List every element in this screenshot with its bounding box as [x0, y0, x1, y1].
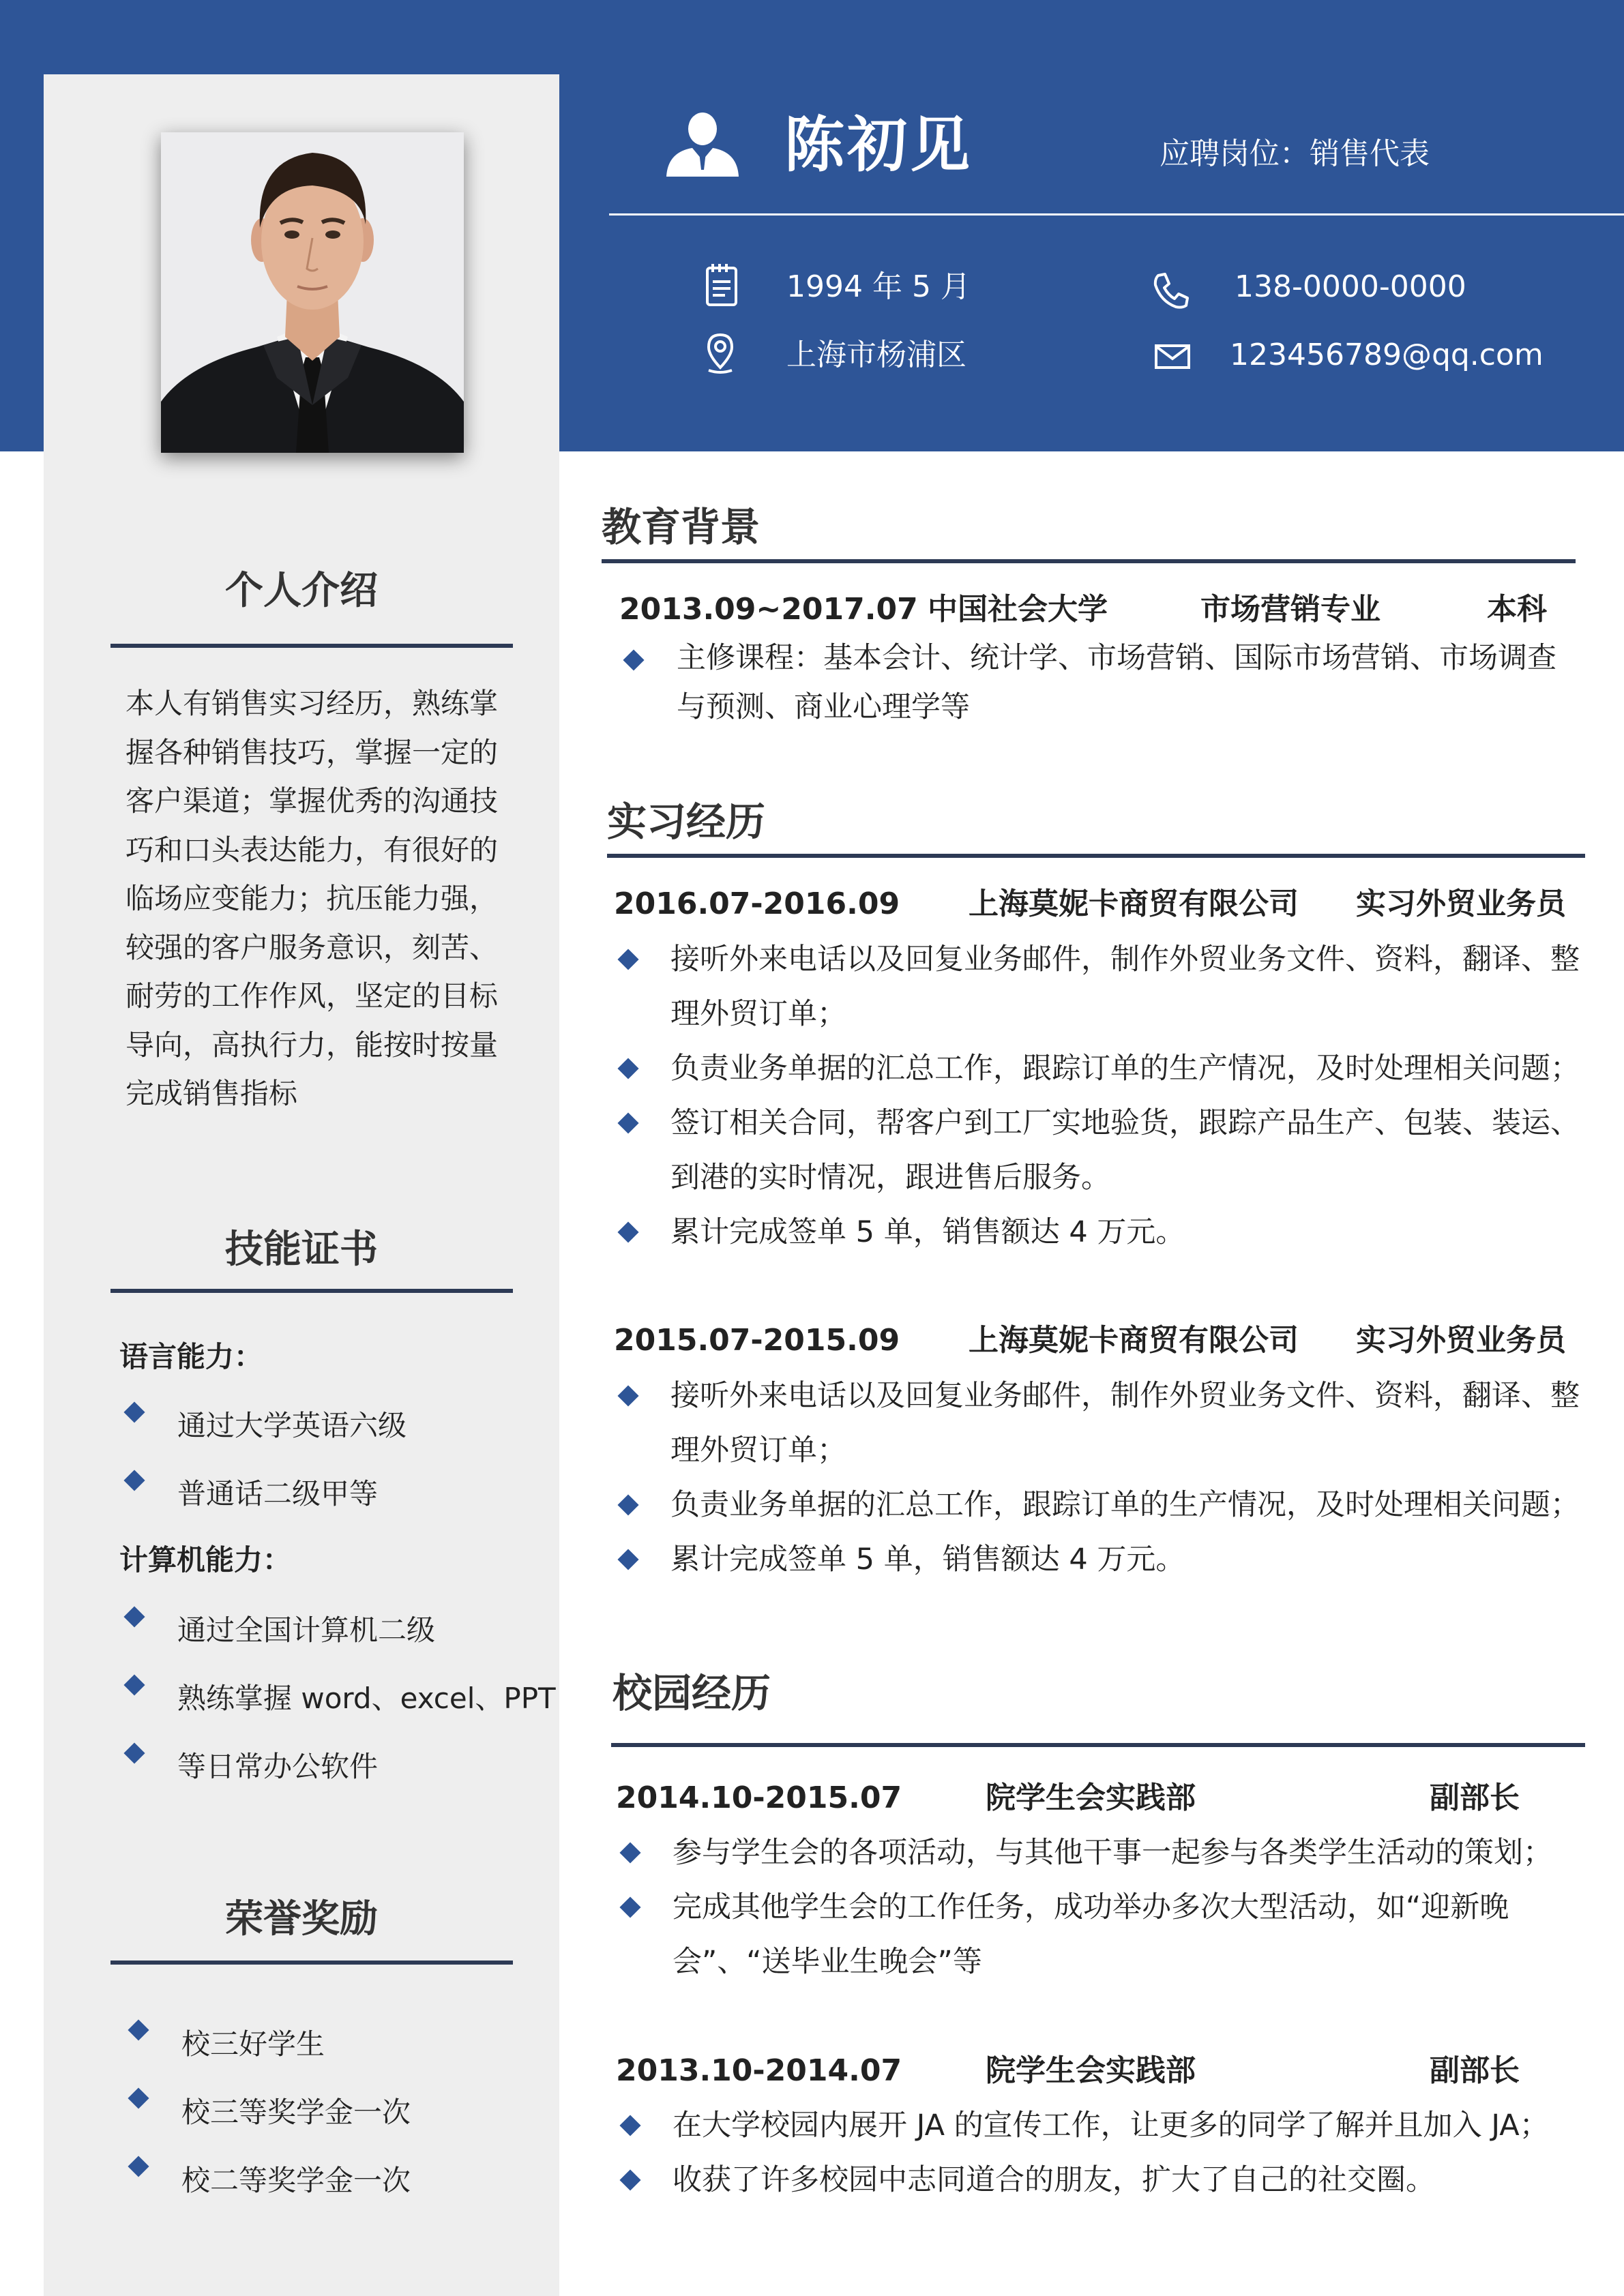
computer-label: 计算机能力： — [119, 1543, 292, 1577]
email-address: 123456789@qq.com — [1230, 338, 1544, 372]
diamond-bullet-icon — [617, 1494, 638, 1515]
internship-duty: 签订相关合同，帮客户到工厂实地验货，跟踪产品生产、包装、装运、到港的实时情况，跟进售后服务。 — [670, 1106, 1580, 1195]
internship-duty: 接听外来电话以及回复业务邮件，制作外贸业务文件、资料，翻译、整理外贸订单； — [670, 942, 1580, 1031]
location-pin-icon — [705, 332, 736, 374]
campus-activity: 完成其他学生会的工作任务，成功举办多次大型活动，如“迎新晚会”、“送毕业生晚会”等 — [673, 1890, 1509, 1979]
campus-period: 2014.10-2015.07 — [616, 1780, 902, 1815]
diamond-bullet-icon — [617, 949, 638, 970]
diamond-bullet-icon — [617, 1549, 638, 1570]
header-divider — [609, 213, 1624, 215]
campus-title: 校园经历 — [612, 1670, 771, 1716]
campus-period: 2013.10-2014.07 — [616, 2053, 902, 2088]
birth-date: 1994 年 5 月 — [786, 269, 971, 304]
internship-period: 2015.07-2015.09 — [614, 1323, 900, 1358]
intro-text: 本人有销售实习经历，熟练掌握各种销售技巧，掌握一定的客户渠道；掌握优秀的沟通技巧和口头表达能力，有很好的临场应变能力；抗压能力强，较强的客户服务意识，刻苦、耐劳的工作作风，坚定的目标导向，高执行力，能按时按量完成销售指标 — [126, 687, 499, 1110]
education-period: 2013.09~2017.07 — [619, 592, 918, 627]
person-icon — [665, 113, 740, 177]
diamond-bullet-icon — [619, 1842, 640, 1863]
campus-activity: 参与学生会的各项活动，与其他干事一起参与各类学生活动的策划； — [673, 1836, 1552, 1870]
location: 上海市杨浦区 — [786, 338, 966, 372]
internship-duty: 负责业务单据的汇总工作，跟踪订单的生产情况，及时处理相关问题； — [670, 1488, 1580, 1522]
diamond-bullet-icon — [619, 2169, 640, 2190]
job-target: 应聘岗位：销售代表 — [1160, 136, 1430, 171]
honors-title: 荣誉奖励 — [225, 1897, 378, 1941]
internship-duty: 接听外来电话以及回复业务邮件，制作外贸业务文件、资料，翻译、整理外贸订单； — [670, 1379, 1580, 1467]
diamond-bullet-icon — [617, 1221, 638, 1242]
internship-company: 上海莫妮卡商贸有限公司 — [969, 1323, 1299, 1358]
diamond-bullet-icon — [619, 2115, 640, 2136]
diamond-bullet-icon — [617, 1112, 638, 1133]
internship-role: 实习外贸业务员 — [1356, 1323, 1566, 1358]
internship-role: 实习外贸业务员 — [1356, 886, 1566, 921]
language-item-text: 通过大学英语六级 — [177, 1409, 407, 1442]
campus-role: 副部长 — [1430, 1780, 1520, 1815]
skills-divider — [110, 1289, 513, 1293]
internship-period: 2016.07-2016.09 — [614, 886, 900, 921]
mail-icon — [1154, 344, 1191, 370]
computer-item-text: 熟练掌握 word、excel、PPT — [177, 1682, 556, 1715]
internship-duty: 负责业务单据的汇总工作，跟踪订单的生产情况，及时处理相关问题； — [670, 1052, 1580, 1086]
intro-divider — [110, 644, 513, 648]
campus-org: 院学生会实践部 — [986, 2053, 1196, 2088]
education-school: 中国社会大学 — [928, 592, 1108, 627]
honor-item-text: 校三等奖学金一次 — [181, 2096, 411, 2129]
diamond-bullet-icon — [617, 1385, 638, 1406]
internship-duty: 累计完成签单 5 单，销售额达 4 万元。 — [670, 1542, 1185, 1577]
phone-icon — [1151, 271, 1190, 310]
honor-item-text: 校三好学生 — [181, 2027, 325, 2061]
campus-divider — [611, 1743, 1585, 1747]
internship-company: 上海莫妮卡商贸有限公司 — [969, 886, 1299, 921]
computer-item-text: 等日常办公软件 — [177, 1750, 379, 1783]
internship-duty: 累计完成签单 5 单，销售额达 4 万元。 — [670, 1215, 1185, 1249]
intro-title: 个人介绍 — [225, 569, 378, 613]
language-label: 语言能力： — [119, 1340, 263, 1373]
diamond-bullet-icon — [623, 649, 644, 670]
skills-title: 技能证书 — [225, 1227, 378, 1272]
internship-title: 实习经历 — [607, 799, 766, 845]
campus-role: 副部长 — [1430, 2053, 1520, 2088]
internship-divider — [607, 854, 1585, 858]
education-title: 教育背景 — [602, 504, 761, 550]
language-item-text: 普通话二级甲等 — [177, 1477, 379, 1510]
notepad-icon — [705, 263, 739, 308]
phone-number: 138-0000-0000 — [1235, 269, 1466, 304]
education-divider — [602, 559, 1576, 563]
candidate-name: 陈初见 — [784, 110, 973, 180]
education-courses: 主修课程：基本会计、统计学、市场营销、国际市场营销、市场调查与预测、商业心理学等 — [677, 641, 1556, 724]
education-major: 市场营销专业 — [1200, 592, 1381, 627]
campus-activity: 收获了许多校园中志同道合的朋友，扩大了自己的社交圈。 — [673, 2163, 1435, 2197]
diamond-bullet-icon — [619, 1896, 640, 1918]
education-degree: 本科 — [1487, 592, 1547, 627]
honors-divider — [110, 1960, 513, 1965]
campus-org: 院学生会实践部 — [986, 1780, 1196, 1815]
campus-activity: 在大学校园内展开 JA 的宣传工作，让更多的同学了解并且加入 JA； — [673, 2108, 1549, 2143]
diamond-bullet-icon — [617, 1058, 638, 1079]
profile-photo — [161, 132, 464, 453]
honor-item-text: 校二等奖学金一次 — [181, 2164, 411, 2197]
portrait-illustration — [161, 132, 464, 453]
computer-item-text: 通过全国计算机二级 — [177, 1613, 436, 1647]
